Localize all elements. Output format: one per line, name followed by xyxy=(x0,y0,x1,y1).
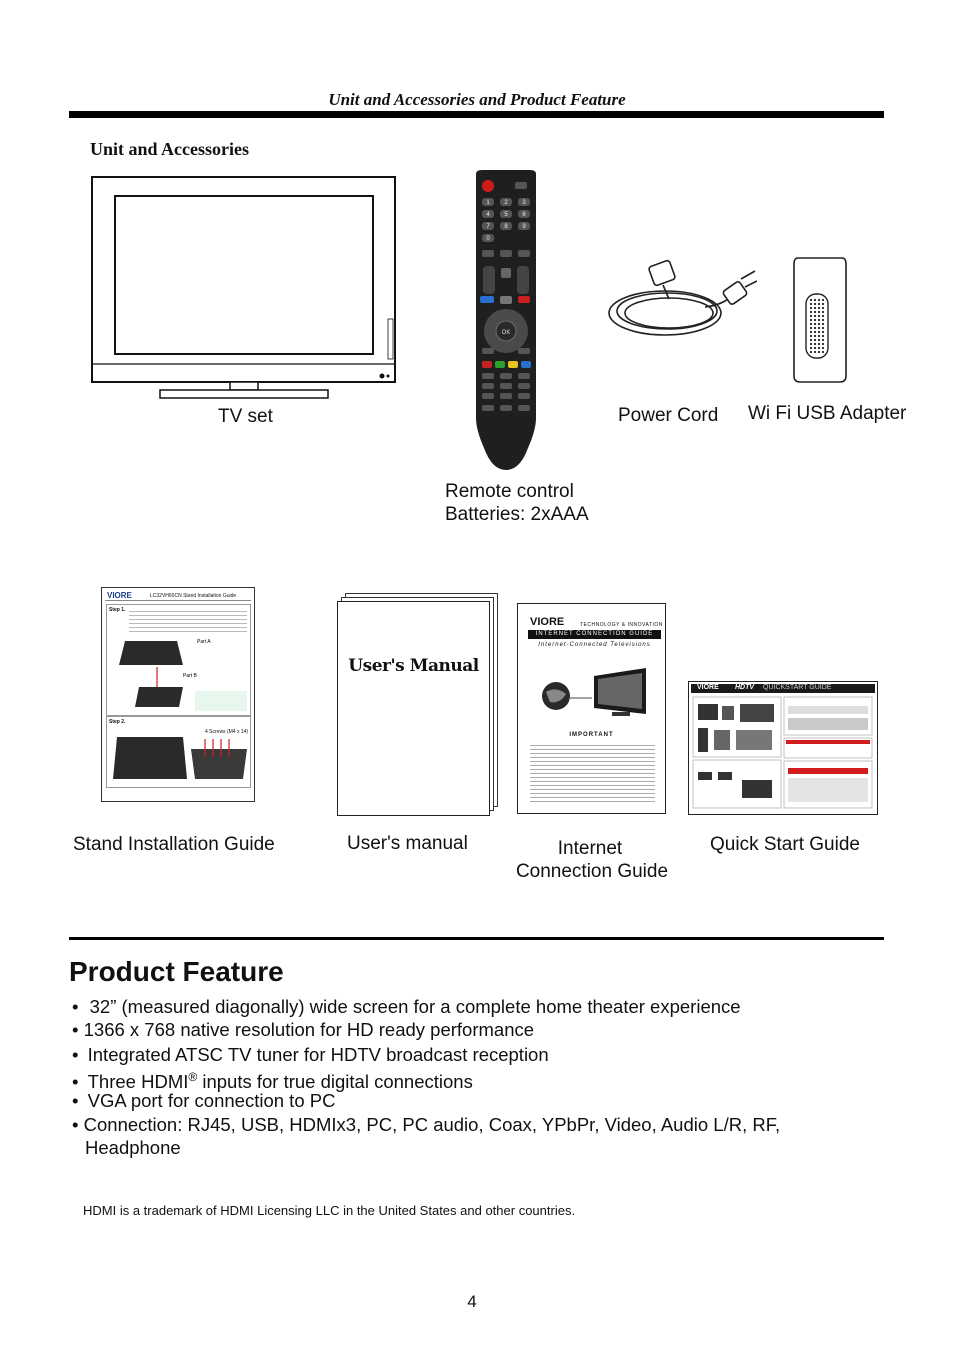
quick-guide-panels xyxy=(692,696,874,810)
stand-part-b: Part B xyxy=(183,673,197,679)
feature-item-vga xyxy=(72,1089,335,1112)
wifi-vent-dot xyxy=(818,315,820,317)
feature-hdmi-registered-mark: ® xyxy=(188,1070,198,1084)
feature-bullet: • xyxy=(72,996,79,1017)
wifi-vent-dot xyxy=(814,311,816,313)
wifi-vent-dot xyxy=(822,299,824,301)
remote-ok-label: OK xyxy=(501,330,511,336)
wifi-vent-dot xyxy=(810,347,812,349)
remote-digit-label: 4 xyxy=(486,212,490,219)
feature-hdmi-text: Three HDMI xyxy=(87,1071,189,1093)
caption-batteries: Batteries: 2xAAA xyxy=(445,504,589,525)
quick-guide-brand: VIORE xyxy=(697,684,719,691)
feature-bullet: • xyxy=(72,1019,79,1040)
feature-item-tuner xyxy=(72,1043,549,1066)
stand-guide-step2: Step 2. xyxy=(109,719,126,725)
wifi-vent-dot xyxy=(818,335,820,337)
page-header-title: Unit and Accessories and Product Feature xyxy=(328,90,626,109)
feature-connections-continuation: Headphone xyxy=(85,1137,181,1158)
wifi-vent-dot xyxy=(810,311,812,313)
feature-item-connections xyxy=(72,1113,780,1136)
internet-guide-tagline: TECHNOLOGY & INNOVATION xyxy=(580,622,663,628)
wifi-vent-dot xyxy=(818,299,820,301)
stand-screws-label: 4 Screws (M4 x 14) xyxy=(205,729,249,735)
wifi-vent-dot xyxy=(822,335,824,337)
wifi-vent-dot xyxy=(822,303,824,305)
feature-bullet: • xyxy=(72,1114,79,1135)
wifi-vent-dot xyxy=(814,339,816,341)
wifi-vent-dot xyxy=(818,311,820,313)
internet-guide-banner: INTERNET CONNECTION GUIDE xyxy=(528,630,661,639)
feature-hdmi-text-post: inputs for true digital connections xyxy=(197,1071,473,1093)
wifi-vent-dot xyxy=(822,347,824,349)
wifi-vent-dot xyxy=(818,351,820,353)
caption-internet-guide-line2: Connection Guide xyxy=(515,861,669,882)
caption-users-manual: User's manual xyxy=(347,833,468,854)
wifi-vent-dot xyxy=(814,319,816,321)
wifi-vent-dot xyxy=(810,315,812,317)
wifi-usb-adapter-illustration xyxy=(790,254,850,386)
wifi-vent-dot xyxy=(818,343,820,345)
wifi-vent-dot xyxy=(818,347,820,349)
remote-digit-label: 5 xyxy=(504,212,508,219)
feature-item-resolution xyxy=(72,1018,534,1041)
internet-guide-globe-tv-figure xyxy=(538,664,650,728)
feature-screen-size: 32 xyxy=(89,996,111,1017)
remote-digit-label: 2 xyxy=(504,200,508,207)
wifi-vent-dot xyxy=(810,323,812,325)
quick-guide-hdtv: HDTV xyxy=(735,684,755,691)
wifi-vent-dot xyxy=(810,327,812,329)
feature-item-screen xyxy=(72,995,741,1018)
quick-start-guide-booklet xyxy=(688,681,878,815)
wifi-vent-dot xyxy=(814,331,816,333)
product-feature-rule xyxy=(69,937,884,940)
wifi-vent-dot xyxy=(810,335,812,337)
remote-digit-label: 7 xyxy=(486,224,490,231)
remote-digit-label: 6 xyxy=(522,212,526,219)
wifi-vent-dot xyxy=(814,327,816,329)
tv-set-illustration xyxy=(88,174,400,404)
section-title-unit-accessories: Unit and Accessories xyxy=(90,139,249,159)
stand-installation-guide-booklet xyxy=(101,587,255,802)
stand-guide-brand: VIORE xyxy=(107,591,132,600)
caption-power-cord: Power Cord xyxy=(618,405,719,426)
feature-tuner-text: Integrated ATSC TV tuner for HDTV broadcast reception xyxy=(87,1044,549,1065)
caption-remote-control: Remote control xyxy=(445,481,574,502)
wifi-vent-dot xyxy=(818,331,820,333)
feature-bullet: • xyxy=(72,1090,79,1111)
wifi-vent-dot xyxy=(822,307,824,309)
wifi-vent-dot xyxy=(814,323,816,325)
caption-tv-set: TV set xyxy=(218,406,273,427)
wifi-vent-dot xyxy=(814,303,816,305)
wifi-vent-dot xyxy=(822,327,824,329)
page-number: 4 xyxy=(467,1292,477,1311)
feature-bullet: • xyxy=(72,1044,79,1065)
stand-step1-figure xyxy=(117,635,247,713)
caption-stand-guide: Stand Installation Guide xyxy=(73,834,275,855)
wifi-vent-dot xyxy=(818,307,820,309)
feature-screen-text: ” (measured diagonally) wide screen for a complete home theater experience xyxy=(110,996,741,1017)
wifi-vent-dot xyxy=(814,343,816,345)
feature-resolution-text: 1366 x 768 native resolution for HD ready performance xyxy=(83,1019,535,1040)
wifi-vent-dot xyxy=(814,347,816,349)
wifi-vent-dot xyxy=(810,351,812,353)
remote-control-illustration xyxy=(470,168,542,474)
stand-part-a: Part A xyxy=(197,639,211,645)
stand-step2-figure xyxy=(113,733,249,785)
wifi-vent-dot xyxy=(822,339,824,341)
users-manual-cover-title: User's Manual xyxy=(348,656,479,676)
feature-bullet: • xyxy=(72,1071,79,1093)
wifi-vent-dot xyxy=(822,331,824,333)
wifi-vent-dot xyxy=(822,323,824,325)
internet-guide-body-text xyxy=(530,742,655,804)
wifi-vent-dot xyxy=(810,307,812,309)
stand-guide-step1: Step 1. xyxy=(109,607,126,613)
wifi-vent-dot xyxy=(822,343,824,345)
wifi-vent-dot xyxy=(818,327,820,329)
remote-digit-label: 1 xyxy=(486,200,490,207)
wifi-vent-dot xyxy=(818,339,820,341)
wifi-vent-dot xyxy=(822,315,824,317)
internet-connection-guide-booklet xyxy=(517,603,666,814)
wifi-vent-dot xyxy=(814,335,816,337)
feature-vga-text: VGA port for connection to PC xyxy=(87,1090,336,1111)
caption-internet-guide-line1: Internet xyxy=(557,838,623,859)
feature-connections-text: Connection: RJ45, USB, HDMIx3, PC, PC audio, Coax, YPbPr, Video, Audio L/R, RF, xyxy=(83,1114,781,1135)
wifi-vent-dot xyxy=(810,339,812,341)
wifi-vent-dot xyxy=(822,311,824,313)
wifi-vent-dot xyxy=(818,319,820,321)
wifi-vent-dot xyxy=(810,299,812,301)
remote-digit-label: 9 xyxy=(522,224,526,231)
wifi-vent-dot xyxy=(818,323,820,325)
wifi-vent-dot xyxy=(814,307,816,309)
caption-quick-start-guide: Quick Start Guide xyxy=(710,834,860,855)
product-feature-title: Product Feature xyxy=(69,956,284,987)
wifi-vent-dot xyxy=(814,299,816,301)
remote-digit-label: 3 xyxy=(522,200,526,207)
remote-digit-label: 8 xyxy=(504,224,508,231)
header-rule xyxy=(69,111,884,118)
wifi-vent-dot xyxy=(822,351,824,353)
users-manual-booklet xyxy=(337,601,490,816)
hdmi-trademark-note: HDMI is a trademark of HDMI Licensing LLC in the United States and other countries. xyxy=(83,1203,576,1218)
quick-guide-title: QUICKSTART GUIDE xyxy=(763,684,832,691)
remote-digit-label: 0 xyxy=(486,236,490,243)
caption-wifi-adapter: Wi Fi USB Adapter xyxy=(748,403,907,424)
wifi-vent-dot xyxy=(814,351,816,353)
internet-guide-important: IMPORTANT xyxy=(569,732,614,738)
wifi-vent-dot xyxy=(810,343,812,345)
power-cord-illustration xyxy=(605,255,757,345)
wifi-vent-dot xyxy=(818,303,820,305)
internet-guide-brand: VIORE xyxy=(530,616,565,628)
wifi-vent-dot xyxy=(810,331,812,333)
wifi-vent-dot xyxy=(810,303,812,305)
wifi-vent-dot xyxy=(810,319,812,321)
wifi-vent-dot xyxy=(822,319,824,321)
internet-guide-subtitle: Internet-Connected Televisions xyxy=(538,642,651,648)
stand-guide-title: LC32VH60CN Stand Installation Guide xyxy=(150,593,237,599)
wifi-vent-dot xyxy=(814,315,816,317)
